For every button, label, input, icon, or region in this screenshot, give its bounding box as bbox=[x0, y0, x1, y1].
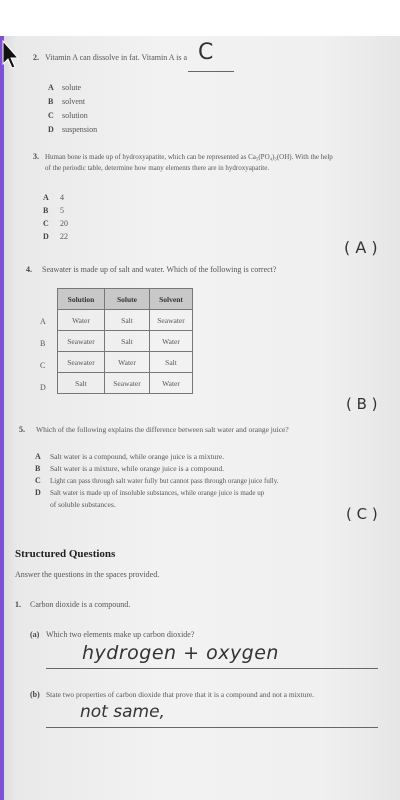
q3-option-c-letter: C bbox=[43, 219, 49, 228]
q4-row-c-letter: C bbox=[40, 361, 46, 370]
part-b-label: (b) bbox=[30, 690, 40, 699]
q5-option-b-text: Salt water is a mixture, while orange juice is a compound. bbox=[50, 464, 225, 473]
seawater-options-table bbox=[57, 288, 193, 394]
q2-option-a-text: solute bbox=[62, 83, 82, 92]
question-4-number: 4. bbox=[26, 265, 32, 274]
question-4-stem: Seawater is made up of salt and water. Which of the following is correct? bbox=[42, 265, 277, 274]
table-header-solution: Solution bbox=[58, 289, 105, 310]
q5-option-b-letter: B bbox=[35, 464, 41, 473]
table-header-solute: Solute bbox=[105, 289, 150, 310]
question-2-stem: Vitamin A can dissolve in fat. Vitamin A is a bbox=[45, 53, 187, 62]
question-3-stem-line1: Human bone is made up of hydroxyapatite, which can be represented as Ca₅(PO₄)₃(OH). With the help bbox=[45, 153, 333, 161]
q2-option-c-text: solution bbox=[62, 111, 88, 120]
table-header-solvent: Solvent bbox=[150, 289, 193, 310]
q2-answer-line bbox=[188, 71, 234, 72]
table-row bbox=[58, 331, 193, 352]
structured-q1-stem: Carbon dioxide is a compound. bbox=[30, 600, 131, 609]
worksheet-page bbox=[0, 36, 400, 800]
q5-handwritten-answer: ( C ) bbox=[346, 505, 378, 523]
structured-instruction: Answer the questions in the spaces provided. bbox=[15, 570, 160, 579]
part-b-answer-line bbox=[46, 727, 378, 728]
table-cell: Salt bbox=[105, 331, 150, 352]
q3-option-b-letter: B bbox=[43, 206, 49, 215]
q3-option-b-text: 5 bbox=[60, 206, 64, 215]
q5-option-a-letter: A bbox=[35, 452, 41, 461]
q2-option-c-letter: C bbox=[48, 111, 54, 120]
table-cell: Seawater bbox=[105, 373, 150, 394]
q3-option-d-letter: D bbox=[43, 232, 49, 241]
q5-option-c-letter: C bbox=[35, 476, 41, 485]
q4-handwritten-answer: ( B ) bbox=[346, 395, 378, 413]
q2-option-b-letter: B bbox=[48, 97, 54, 106]
table-cell: Water bbox=[150, 373, 193, 394]
q2-option-d-text: suspension bbox=[62, 125, 98, 134]
part-a-stem: Which two elements make up carbon dioxide? bbox=[46, 630, 195, 639]
table-cell: Seawater bbox=[58, 352, 105, 373]
table-row bbox=[58, 352, 193, 373]
table-cell: Water bbox=[58, 310, 105, 331]
table-cell: Salt bbox=[150, 352, 193, 373]
table-cell: Salt bbox=[58, 373, 105, 394]
part-b-handwritten-answer: not same, bbox=[80, 702, 165, 722]
table-cell: Seawater bbox=[150, 310, 193, 331]
q3-option-c-text: 20 bbox=[60, 219, 68, 228]
question-3-stem-line2: of the periodic table, determine how many elements there are in hydroxyapatite. bbox=[45, 164, 270, 172]
q4-row-d-letter: D bbox=[40, 383, 46, 392]
q4-row-a-letter: A bbox=[40, 317, 46, 326]
table-row bbox=[58, 310, 193, 331]
question-2-number: 2. bbox=[33, 53, 39, 62]
q5-option-d-letter: D bbox=[35, 488, 41, 497]
q4-row-b-letter: B bbox=[40, 339, 46, 348]
purple-page-edge bbox=[0, 36, 4, 800]
table-cell: Seawater bbox=[58, 331, 105, 352]
q3-handwritten-answer: ( A ) bbox=[344, 238, 378, 257]
q2-option-a-letter: A bbox=[48, 83, 54, 92]
mouse-pointer-icon bbox=[2, 40, 20, 70]
table-row bbox=[58, 373, 193, 394]
question-3-number: 3. bbox=[33, 152, 39, 161]
structured-questions-heading: Structured Questions bbox=[15, 548, 116, 560]
q3-option-a-text: 4 bbox=[60, 193, 64, 202]
question-5-number: 5. bbox=[19, 425, 25, 434]
question-5-stem: Which of the following explains the difference between salt water and orange juice? bbox=[36, 425, 289, 434]
q2-option-d-letter: D bbox=[48, 125, 54, 134]
q3-option-a-letter: A bbox=[43, 193, 49, 202]
table-cell: Salt bbox=[105, 310, 150, 331]
part-a-answer-line bbox=[46, 668, 378, 669]
table-header-row bbox=[58, 289, 193, 310]
part-a-handwritten-answer: hydrogen + oxygen bbox=[82, 642, 279, 664]
q5-option-a-text: Salt water is a compound, while orange juice is a mixture. bbox=[50, 452, 225, 461]
table-cell: Water bbox=[150, 331, 193, 352]
q5-option-d-text: Salt water is made up of insoluble substances, while orange juice is made up bbox=[50, 489, 265, 497]
table-cell: Water bbox=[105, 352, 150, 373]
structured-q1-number: 1. bbox=[15, 600, 21, 609]
top-blank-area bbox=[0, 0, 400, 36]
q5-option-c-text: Light can pass through salt water fully but cannot pass through orange juice fully. bbox=[50, 477, 279, 485]
q2-handwritten-answer: C bbox=[198, 40, 214, 65]
part-a-label: (a) bbox=[30, 630, 40, 639]
q5-option-d-continuation: of soluble substances. bbox=[50, 500, 116, 509]
q3-option-d-text: 22 bbox=[60, 232, 68, 241]
part-b-stem: State two properties of carbon dioxide that prove that it is a compound and not a mixture. bbox=[46, 690, 315, 699]
q2-option-b-text: solvent bbox=[62, 97, 86, 106]
